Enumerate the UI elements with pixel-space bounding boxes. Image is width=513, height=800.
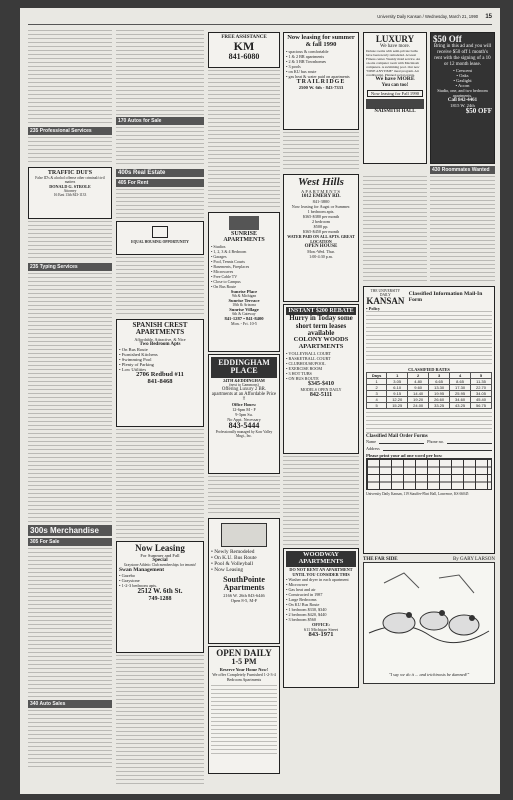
traffic-body: False ID's & alcohol offense other criminal/civil matters — [35, 176, 105, 185]
trailridge-item: • on KU bus route — [286, 68, 317, 74]
spanish-crest-addr: 2706 Redbud #11 — [136, 370, 184, 378]
west-hills-line: $365-$380 per month — [302, 213, 340, 219]
rates-table — [366, 372, 492, 409]
trailridge-item: • 1 & 2 BR apartments — [286, 53, 325, 59]
traffic-addr: 16 East 13th — [53, 193, 72, 198]
luxury-leasing: Now leasing for Fall 1990 — [367, 90, 423, 97]
rates-header: 3 — [429, 373, 450, 379]
southpointe-ad — [208, 518, 280, 644]
free-assistance-ad — [208, 32, 280, 68]
sunrise-place: Sunrise Place — [230, 288, 258, 294]
rate-cell: 6.10 — [387, 385, 408, 391]
now-leasing-item: • Graystone — [119, 578, 140, 584]
classified-text-block — [208, 70, 280, 210]
phone-label: Phone no. — [427, 439, 444, 445]
rate-cell: 25.95 — [450, 391, 471, 397]
sunrise-line: • On Bus Route — [211, 283, 237, 289]
classified-text-block — [28, 137, 112, 165]
colony-price: $345-$410 — [308, 380, 334, 387]
rate-cell: 1 — [367, 379, 387, 385]
eddingham-office: Office Hours: — [231, 401, 257, 407]
far-side-cartoon — [363, 562, 495, 684]
woodway-line: • 3 bedroom $560 — [286, 616, 316, 622]
southpointe-line: • On K.U. Bus Route — [211, 555, 257, 561]
classified-text-block — [283, 456, 359, 546]
fifty-off-item: • Acorn — [455, 83, 470, 89]
west-hills-line: $500 pp. — [313, 223, 329, 229]
open-daily-offer: We offer Completely Furnished 1-2-3-4 Bedroom Apartments — [212, 671, 276, 682]
southpointe-phone: 843-6446 — [247, 592, 265, 598]
woodway-line: • Washer and dryer in each apartment — [286, 576, 349, 582]
sunrise-addr: 9th & Michigan — [231, 293, 257, 298]
colony-item: • EXERCISE ROOM — [286, 365, 323, 371]
eddingham-offer: Offering Luxury 2 BR. apartments at an Affordable Price !! — [211, 386, 277, 402]
naismith-ad — [363, 32, 427, 164]
send-address: University Daily Kansan, 119 Stauffer-Flint Hall, Lawrence, KS 66045 — [366, 492, 469, 497]
fifty-off-item: • Gaslight — [453, 78, 472, 84]
word-box-grid[interactable] — [366, 458, 492, 490]
woodway-line: • 2 bedroom $420, $440 — [286, 611, 327, 617]
sunrise-line: • Garages — [211, 253, 227, 259]
kansan-paper: THE UNIVERSITY DAILY — [370, 289, 401, 297]
rate-cell: 3.05 — [387, 379, 408, 385]
kw-logo: KM — [233, 39, 255, 53]
sunrise-ad — [208, 212, 280, 352]
policy-label: • Policy — [366, 306, 381, 312]
section-real-estate: 400s Real Estate — [116, 169, 204, 177]
rate-cell: 45.40 — [471, 397, 492, 403]
west-hills-addr: 1012 EMERY RD. — [301, 193, 341, 199]
eddingham-ad — [208, 354, 280, 474]
open-daily-ad — [208, 646, 280, 774]
west-hills-line: 2 bedroom — [311, 218, 331, 224]
colony-hours: MODELS OPEN DAILY — [300, 387, 342, 393]
west-hills-line: 1 bedroom apts. — [307, 208, 335, 214]
classified-text-block — [208, 476, 280, 516]
classified-text-block — [116, 429, 204, 539]
naismith-name: NAISMITH HALL — [374, 108, 416, 114]
sunrise-line: • 1, 2, 3 & 4 Bedroom — [211, 248, 247, 254]
luxury-more: We have MORE — [375, 76, 415, 83]
trailridge-addr: 2500 W. 6th — [298, 84, 322, 90]
now-leasing-phone: 749-1288 — [148, 595, 172, 602]
traffic-role: Attorney — [63, 189, 77, 194]
now-leasing-name: Swan Management — [119, 567, 165, 574]
sunrise-line: • Free Cable TV — [211, 273, 238, 279]
west-hills-phone: 841-3800 — [312, 198, 330, 204]
rate-cell: 2 — [367, 385, 387, 391]
name-field[interactable] — [379, 439, 424, 444]
colony-item: • BASKETBALL COURT — [286, 355, 331, 361]
west-hills-sub: APARTMENTS — [301, 188, 341, 194]
woodway-ad — [283, 548, 359, 688]
rate-cell: 12.20 — [387, 397, 408, 403]
luxury-body: Deluxe rooms with semi-private baths have been newly remodeled. A Great Fitness center. Weekly maid service. An on-site computer room with Macintosh computers. A swimming pool. Our new "DINE ANYTIME" meal program. Air conditioning. Planned social events. — [366, 49, 421, 78]
eddingham-appt: No Appt. Necessary — [227, 416, 261, 422]
fifty-off-body: Bring in this ad and you will receive $50 off 1 month's rent with the signing of a 10 or 12 month lease. — [433, 44, 492, 68]
masthead — [28, 14, 492, 25]
woodway-line: • 1 bedroom $330, $340 — [286, 606, 327, 612]
column-4 — [283, 30, 359, 786]
woodway-line: • Large Bedrooms — [286, 596, 317, 602]
now-leasing-ad — [116, 541, 204, 653]
now-leasing-sub: For Summer and Fall — [140, 553, 180, 559]
page-number: 15 — [485, 14, 492, 20]
classified-mail-in-form — [363, 286, 495, 554]
rate-cell: 33.25 — [429, 403, 450, 409]
rate-cell: 17.30 — [450, 385, 471, 391]
mail-title: Classified Mail Order Forms — [366, 434, 428, 440]
west-hills-hours2: 1:00-4:30 p.m. — [309, 253, 333, 259]
eddingham-managed: Professionally managed by Kaw Valley Mngt., Inc. — [215, 430, 273, 439]
free-assist-title: FREE ASSISTANCE — [221, 35, 267, 40]
classified-text-block — [116, 257, 204, 317]
rate-cell: 43.25 — [450, 403, 471, 409]
colony-woods-ad — [283, 304, 359, 454]
woodway-phone: 843-1971 — [308, 630, 334, 638]
section-typing: 235 Typing Services — [28, 263, 112, 271]
spanish-crest-line: • Low Utilities — [119, 366, 147, 372]
sunrise-logo-icon — [229, 216, 259, 230]
sunrise-line: • Studios — [211, 243, 226, 249]
address-label: Address — [366, 446, 380, 452]
southpointe-hours: Open 8-5, M-F — [230, 597, 258, 603]
rates-title: CLASSIFIED RATES — [408, 367, 450, 373]
colony-item: • ON BUS ROUTE — [286, 375, 319, 381]
rates-header: Days — [367, 373, 387, 379]
eddingham-phone: 843-5444 — [228, 420, 260, 430]
southpointe-logo-icon — [221, 523, 267, 547]
section-professional-services: 235 Professional Services — [28, 127, 112, 135]
luxury-sub: We have more. — [380, 44, 410, 50]
name-label: Name — [366, 439, 376, 445]
rebate-title: INSTANT $200 REBATE — [286, 307, 356, 315]
now-leasing-addr: 2512 W. 6th St. — [137, 587, 183, 596]
rate-cell: 34.60 — [450, 397, 471, 403]
rates-header: 4 — [450, 373, 471, 379]
woodway-line: DO NOT RENT AN APARTMENT UNTIL YOU CONSIDER THIS — [289, 566, 353, 577]
rate-cell: 19.20 — [408, 397, 429, 403]
spanish-crest-line: • Furnished Kitchens — [119, 351, 158, 357]
trailridge-title: Now leasing for summer & fall 1990 — [287, 34, 355, 48]
sunrise-addr3: 6th & Gateway — [232, 311, 256, 316]
spanish-crest-line: Two Bedroom Apts — [139, 341, 181, 347]
rate-cell: 3 — [367, 391, 387, 397]
equal-housing-text: EQUAL HOUSING OPPORTUNITY — [131, 240, 189, 244]
now-leasing-special: Special — [152, 558, 168, 564]
traffic-phone: 843-1133 — [72, 193, 87, 198]
equal-housing-logo — [116, 221, 204, 255]
west-hills-line: Now leasing for Augst or Summer. — [291, 203, 351, 209]
colony-item: • 3 HOT TUBS — [286, 370, 312, 376]
classified-text-block — [28, 548, 112, 698]
sunrise-village: Sunrise Village — [229, 306, 259, 312]
column-5 — [363, 30, 495, 786]
classified-text-block — [116, 655, 204, 786]
sunrise-line: • Close to Campus — [211, 278, 241, 284]
traffic-name: DONALD G. STROLE — [49, 184, 91, 190]
print-label: Please print your ad one word per box: — [366, 453, 443, 459]
woodway-line: • Microwave — [286, 581, 308, 587]
classified-text-block — [28, 710, 112, 770]
sunrise-addr2: 10th & Arizona — [232, 302, 256, 307]
sunrise-phones: 841-1287 • 841-8400 — [224, 315, 264, 321]
southpointe-line: • Now Leasing — [211, 567, 244, 573]
colony-woods-name: COLONY WOODS APARTMENTS — [293, 336, 349, 351]
classified-text-block — [363, 176, 427, 284]
classified-text-block — [28, 30, 112, 125]
sunrise-terrace: Sunrise Terrace — [228, 297, 260, 303]
west-hills-line: $365-$450 per month — [302, 228, 340, 234]
rate-cell: 8.65 — [450, 379, 471, 385]
house-icon — [152, 226, 168, 238]
woodway-line: • Gas heat and air — [286, 586, 316, 592]
rate-cell: 6.65 — [429, 379, 450, 385]
sunrise-hours: Mon. - Fri. 10-5 — [231, 320, 257, 326]
woodway-office: OFFICE: — [311, 621, 331, 627]
spanish-crest-phone: 841-8468 — [147, 377, 173, 385]
kansan-title: KANSAN — [366, 296, 405, 306]
masthead-text: University Daily Kansan / Wednesday, March 21, 1990 — [377, 14, 479, 19]
rate-cell: 9.60 — [408, 385, 429, 391]
west-hills-open: OPEN HOUSE — [304, 243, 338, 249]
far-side-caption: "I say we do it ... and trichinosis be damned!" — [388, 672, 470, 677]
column-2 — [116, 30, 204, 786]
free-assist-phone: 841-6080 — [228, 51, 260, 61]
now-leasing-item: • Gazebo — [119, 573, 136, 579]
spanish-crest-line: • Swimming Pool — [119, 356, 152, 362]
classified-text-block — [116, 127, 204, 167]
policy-text — [366, 311, 492, 367]
rate-cell: 26.60 — [429, 397, 450, 403]
fifty-off-title: $50 Off — [433, 34, 462, 44]
trailridge-item: • 3 pools — [286, 63, 301, 69]
traffic-title: TRAFFIC DUI'S — [47, 170, 93, 176]
trailridge-item: • 2 & 3 BR Townhomes — [286, 58, 327, 64]
column-3 — [208, 30, 280, 786]
phone-field[interactable] — [447, 439, 492, 444]
west-hills-note: WATER PAID ON ALL APTS. GREAT LOCATION — [287, 233, 355, 244]
southpointe-line: • Newly Remodeled — [211, 549, 255, 555]
rate-cell: 5 — [367, 403, 387, 409]
eddingham-sub: (next to Gammons) — [229, 382, 259, 387]
southpointe-addr: 2166 W. 26th — [223, 592, 247, 598]
rate-cell: 4.80 — [408, 379, 429, 385]
sunrise-title: SUNRISE APARTMENTS — [223, 231, 265, 244]
open-daily-list — [211, 685, 277, 755]
fifty-off-item: Studio, one, and two bedroom apartments. — [437, 88, 488, 99]
west-hills-ad — [283, 174, 359, 302]
colony-item: • VOLLEYBALL COURT — [286, 350, 331, 356]
classified-text-block — [116, 30, 204, 115]
classifications-list — [366, 412, 492, 434]
table-row — [367, 403, 492, 409]
rate-cell: 15.25 — [387, 403, 408, 409]
rate-cell: 9.15 — [387, 391, 408, 397]
woodway-line: • Constructed in 1987 — [286, 591, 323, 597]
fifty-off-special: $50 OFF — [465, 107, 492, 116]
section-merchandise: 300s Merchandise — [28, 525, 112, 536]
cartoon-drawing — [364, 563, 494, 667]
rate-cell: 22.70 — [471, 385, 492, 391]
luxury-title: LUXURY — [375, 34, 415, 44]
southpointe-line: • Pool & Volleyball — [211, 561, 253, 567]
now-leasing-note: Graystone Athletic Club memberships for tenants! — [123, 563, 197, 568]
trailridge-phone: 843-7333 — [325, 84, 344, 90]
classified-sub: Classified Information Mail-In Form — [408, 290, 483, 303]
fifty-off-ad — [430, 32, 495, 164]
far-side-title: THE FAR SIDE — [363, 557, 398, 562]
woodway-title: WOODWAY APARTMENTS — [286, 551, 356, 567]
rebate-hurry: Hurry in Today some short term leases available — [289, 314, 353, 337]
trailridge-name: TRAILRIDGE — [296, 78, 346, 85]
spanish-crest-line: • On Bus Route — [119, 346, 148, 352]
rate-cell: 11.35 — [471, 379, 492, 385]
now-leasing-title: Now Leasing — [135, 543, 185, 553]
open-daily-sub: Reserve Your Home Now! — [219, 666, 269, 672]
trailridge-item: • spacious & comfortable — [286, 48, 329, 54]
rate-cell: 13.30 — [429, 385, 450, 391]
rate-cell: 56.75 — [471, 403, 492, 409]
naismith-building-icon — [366, 99, 424, 109]
colony-phone: 842-5111 — [309, 392, 333, 399]
eddingham-addr: 24TH &EDDINGHAM — [223, 377, 265, 383]
far-side-by: By GARY LARSON — [452, 557, 495, 562]
classified-text-block — [28, 273, 112, 523]
colony-item: • CLUBHOUSE/POOL — [286, 360, 326, 366]
fifty-off-item: • Oaks — [456, 73, 469, 79]
rates-header: 2 — [408, 373, 429, 379]
address-field[interactable] — [383, 446, 492, 451]
woodway-line: • On KU Bus Route — [286, 601, 320, 607]
eddingham-hours2: 9-3pm Su. — [235, 411, 253, 417]
rate-cell: 34.05 — [471, 391, 492, 397]
rate-cell: 14.40 — [408, 391, 429, 397]
woodway-addr: 611 Michigan Street — [303, 626, 339, 632]
trailridge-item: • gas heat & water paid on apartments — [286, 73, 350, 79]
newspaper-page — [20, 8, 500, 794]
fifty-off-call: Call 842-4461 — [447, 98, 478, 104]
trailridge-ad: Now leasing for summer & fall 1990 • spacious & comfortable • 1 & 2 BR apartments • 2 & 3 BR Townhomes • 3 pools • on KU bus route • gas heat & water paid on apartments TRAILRIDGE 2500 W. 6th · 843-7333 — [283, 32, 359, 130]
west-hills-title: West Hills — [298, 176, 344, 188]
classified-text-block — [283, 132, 359, 172]
sunrise-line: • Basements, Fireplaces — [211, 263, 250, 269]
spanish-crest-ad — [116, 319, 204, 427]
spanish-crest-line: • Plenty of Parking — [119, 361, 154, 367]
section-for-sale: 305 For Sale — [28, 538, 112, 546]
rate-cell: 19.95 — [429, 391, 450, 397]
rates-header: 1 — [387, 373, 408, 379]
open-daily-hours: 1-5 PM — [231, 657, 257, 667]
spanish-crest-title: SPANISH CREST APARTMENTS — [132, 321, 188, 337]
luxury-cost: You can too! — [381, 83, 409, 89]
rate-cell: 24.00 — [408, 403, 429, 409]
classified-text-block — [28, 221, 112, 261]
open-daily-title: OPEN DAILY — [216, 648, 272, 658]
fifty-off-item: • Crescent — [453, 68, 472, 74]
fifty-off-addr: 1815 W. 24th — [450, 103, 475, 109]
eddingham-title: EDDINGHAM PLACE — [211, 357, 277, 378]
sunrise-line: • Pool, Tennis Courts — [211, 258, 245, 264]
section-for-rent: 405 For Rent — [116, 179, 204, 187]
west-hills-hours: Mon.-Wed. Thur. — [307, 248, 335, 254]
eddingham-hours: 12-6pm M - F — [232, 406, 256, 412]
section-roommates: 430 Roommates Wanted — [430, 166, 495, 174]
rate-cell: 4 — [367, 397, 387, 403]
section-autos: 170 Autos for Sale — [116, 117, 204, 125]
now-leasing-item: • 1-2-3 bedroom apts. — [119, 583, 158, 589]
sunrise-line: • Microwaves — [211, 268, 234, 274]
classified-text-block — [430, 176, 495, 284]
section-auto-sales: 340 Auto Sales — [28, 700, 112, 708]
classified-text-block — [116, 189, 204, 219]
column-1 — [28, 30, 112, 786]
rates-header: 5 — [471, 373, 492, 379]
traffic-ad — [28, 167, 112, 219]
spanish-crest-line: Affordable, Attractive, & Nice — [134, 336, 186, 342]
southpointe-title: SouthPointe Apartments — [223, 575, 265, 593]
